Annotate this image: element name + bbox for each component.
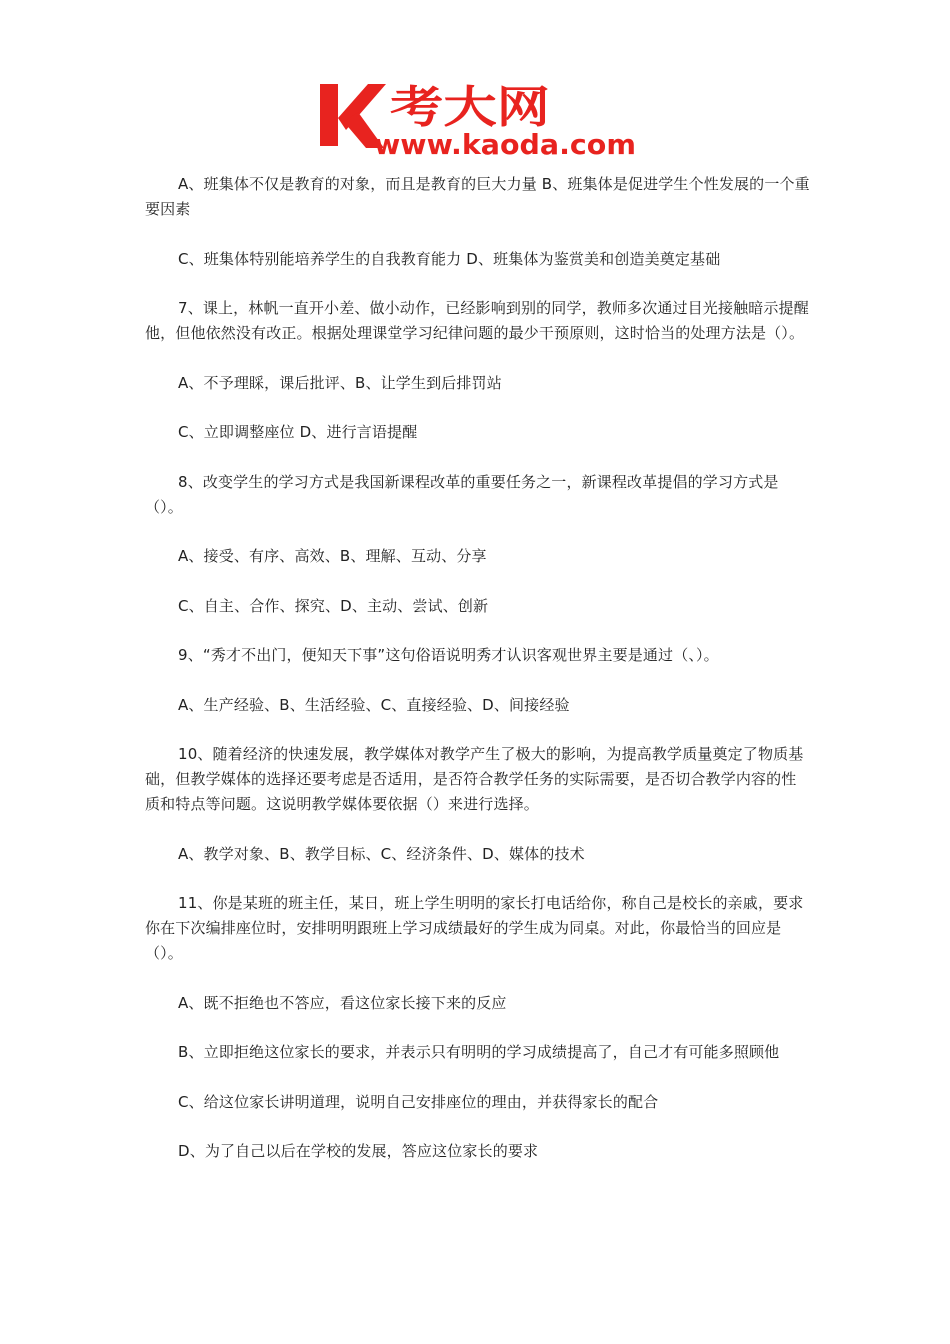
logo-k-stem [320, 84, 338, 146]
paragraph-option-11-d: D、为了自己以后在学校的发展，答应这位家长的要求 [178, 1142, 539, 1160]
paragraph-options-7-cd: C、立即调整座位 D、进行言语提醒 [178, 423, 418, 441]
paragraph-options-9: A、生产经验、B、生活经验、C、直接经验、D、间接经验 [178, 695, 570, 714]
paragraph-question-8: 8、改变学生的学习方式是我国新课程改革的重要任务之一，新课程改革提倡的学习方式是（）。 [145, 472, 779, 516]
paragraph-option-11-b: B、立即拒绝这位家长的要求，并表示只有明明的学习成绩提高了，自己才有可能多照顾他 [178, 1043, 780, 1061]
kaoda-logo [318, 78, 640, 158]
paragraph-question-11: 11、你是某班的班主任，某日，班上学生明明的家长打电话给你，称自己是校长的亲戚，要求你在下次编排座位时，安排明明跟班上学习成绩最好的学生成为同桌。对此，你最恰当的回应是（）。 [145, 894, 804, 962]
paragraph-option-11-c: C、给这位家长讲明道理，说明自己安排座位的理由，并获得家长的配合 [178, 1092, 659, 1111]
paragraph-question-7: 7、课上，林帆一直开小差、做小动作，已经影响到别的同学，教师多次通过目光接触暗示提醒他，但他依然没有改正。根据处理课堂学习纪律问题的最少干预原则，这时恰当的处理方法是（）。 [145, 299, 809, 342]
kaoda-logo-graphic [318, 78, 640, 158]
paragraph-options-6-cd: C、班集体特别能培养学生的自我教育能力 D、班集体为鉴赏美和创造美奠定基础 [178, 249, 721, 268]
paragraph-question-9: 9、“秀才不出门，便知天下事”这句俗语说明秀才认识客观世界主要是通过（、）。 [178, 646, 719, 664]
paragraph-options-8-cd: C、自主、合作、探究、D、主动、尝试、创新 [178, 596, 489, 615]
logo-brand-text: 考大网 [390, 82, 550, 133]
logo-url-text: www.kaoda.com [374, 128, 636, 158]
question-content [145, 172, 810, 1164]
paragraph-options-10: A、教学对象、B、教学目标、C、经济条件、D、媒体的技术 [178, 844, 585, 863]
paragraph-option-11-a: A、既不拒绝也不答应，看这位家长接下来的反应 [178, 993, 507, 1012]
paragraph-question-10: 10、随着经济的快速发展，教学媒体对教学产生了极大的影响，为提高教学质量奠定了物质基础，但教学媒体的选择还要考虑是否适用，是否符合教学任务的实际需要，是否切合教学内容的性质和特点等问题。这说明教学媒体要依据（）来进行选择。 [145, 745, 804, 813]
paragraph-options-6-ab: A、班集体不仅是教育的对象，而且是教育的巨大力量 B、班集体是促进学生个性发展的一个重要因素 [145, 175, 810, 218]
paragraph-options-7-ab: A、不予理睬，课后批评、B、让学生到后排罚站 [178, 373, 502, 392]
paragraph-options-8-ab: A、接受、有序、高效、B、理解、互动、分享 [178, 547, 487, 565]
